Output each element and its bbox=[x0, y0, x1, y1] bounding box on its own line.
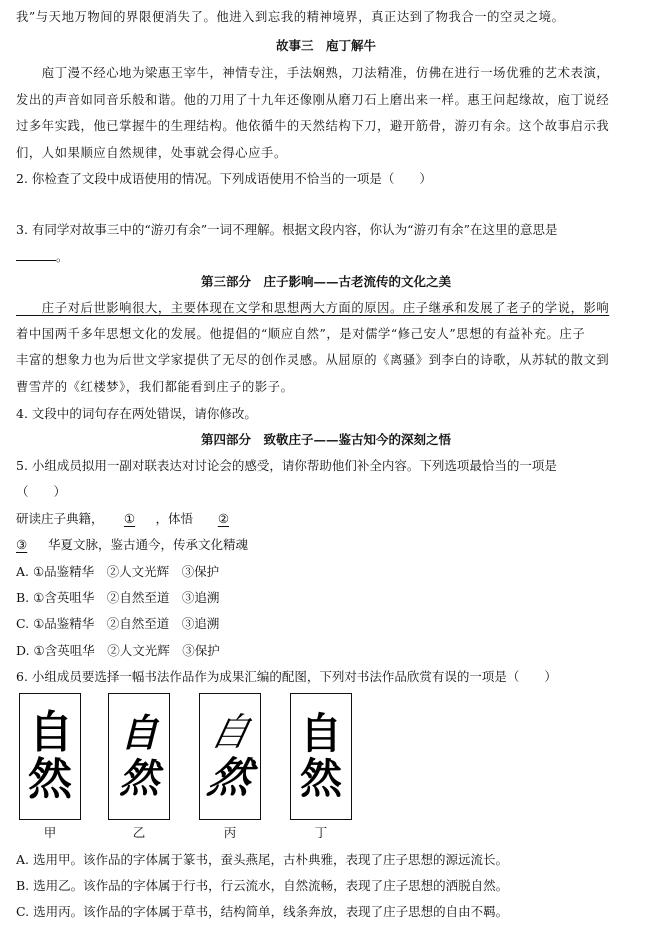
calligraphy-char: 自 bbox=[29, 707, 71, 759]
story3-line: 过多年实践，他已掌握牛的生理结构。他依循牛的天然结构下刀，避开筋骨，游刃有余。这个故事启示我 bbox=[16, 119, 610, 133]
couplet-blank-3[interactable]: ③ bbox=[16, 537, 28, 552]
calligraphy-label-ding: 丁 bbox=[314, 825, 328, 840]
q6-option-b[interactable]: B. 选用乙。该作品的字体属于行书，行云流水，自然流畅，表现了庄子思想的洒脱自然。 bbox=[16, 878, 509, 893]
calligraphy-work-yi bbox=[108, 693, 170, 820]
q5-couplet-line1 bbox=[16, 510, 636, 528]
q6-option-a[interactable]: A. 选用甲。该作品的字体属于篆书，蚕头燕尾，古朴典雅，表现了庄子思想的源远流长。 bbox=[16, 852, 508, 867]
q3-answer-blank[interactable] bbox=[16, 247, 56, 261]
calligraphy-work-jia bbox=[19, 693, 81, 820]
couplet-blank-1[interactable]: ① bbox=[123, 511, 136, 526]
q6-stem: 6. 小组成员要选择一幅书法作品作为成果汇编的配图，下列对书法作品欣赏有误的一项是（ ） bbox=[16, 669, 557, 684]
story3-line: 发出的声音如同音乐般和谐。他的刀用了十九年还像刚从磨刀石上磨出来一样。惠王问起缘故，庖丁说经 bbox=[16, 93, 610, 107]
q5-option-d[interactable]: D. ①含英咀华 ②人文光辉 ③保护 bbox=[16, 643, 220, 658]
part3-error-underline: 庄子对后世影响很大，主要体现在文学和思想两大方面的原因。庄子继承和发展了老子的学说，影响 bbox=[16, 301, 610, 315]
calligraphy-label-yi: 乙 bbox=[132, 825, 146, 840]
calligraphy-char: 自 bbox=[206, 709, 254, 754]
q6-option-c[interactable]: C. 选用丙。该作品的字体属于草书，结构简单，线条奔放，表现了庄子思想的自由不羁。 bbox=[16, 904, 509, 919]
calligraphy-char: 然 bbox=[119, 755, 159, 803]
q5-paren: （ ） bbox=[16, 484, 67, 499]
calligraphy-char: 然 bbox=[299, 753, 342, 803]
part3-line: 丰富的想象力也为后世文学家提供了无尽的创作灵感。从屈原的《离骚》到李白的诗歌，从苏轼的散文到 bbox=[16, 353, 610, 367]
couplet-text: 华夏文脉，鉴古通今，传承文化精魂 bbox=[48, 537, 249, 552]
intro-tail: 我”与天地万物间的界限便消失了。他进入到忘我的精神境界，真正达到了物我合一的空灵之境。 bbox=[16, 10, 565, 24]
q4-stem: 4. 文段中的词句存在两处错误，请你修改。 bbox=[16, 406, 257, 421]
calligraphy-char: 自 bbox=[119, 709, 158, 755]
story3-line: 们，人如果顺应自然规律，处事就会得心应手。 bbox=[16, 146, 287, 160]
q3-answer-line bbox=[16, 247, 636, 266]
calligraphy-work-ding bbox=[290, 693, 352, 820]
q5-stem: 5. 小组成员拟用一副对联表达对讨论会的感受，请你帮助他们补全内容。下列选项最恰当的一项是 bbox=[16, 458, 557, 473]
calligraphy-label-bing: 丙 bbox=[223, 825, 237, 840]
calligraphy-char: 然 bbox=[28, 753, 72, 805]
calligraphy-char: 自 bbox=[299, 709, 342, 759]
part3-title: 第三部分 庄子影响——古老流传的文化之美 bbox=[200, 274, 451, 289]
calligraphy-char: 然 bbox=[203, 753, 257, 803]
q5-option-c[interactable]: C. ①品鉴精华 ②自然至道 ③追溯 bbox=[16, 616, 220, 631]
q5-option-b[interactable]: B. ①含英咀华 ②自然至道 ③追溯 bbox=[16, 590, 220, 605]
q5-couplet-line2 bbox=[16, 536, 636, 554]
part3-line: 曹雪芹的《红楼梦》，我们都能看到庄子的影子。 bbox=[16, 380, 294, 394]
calligraphy-label-jia: 甲 bbox=[43, 825, 57, 840]
part3-line: 着中国两千多年思想文化的发展。他提倡的“顺应自然”，是对儒学“修己安人”思想的有益补充。庄子 bbox=[16, 327, 586, 341]
story3-title: 故事三 庖丁解牛 bbox=[275, 38, 376, 53]
couplet-text: ，体悟 bbox=[155, 511, 194, 526]
q2-stem: 2. 你检查了文段中成语使用的情况。下列成语使用不恰当的一项是（ ） bbox=[16, 171, 432, 186]
q3-stem: 3. 有同学对故事三中的“游刃有余”一词不理解。根据文段内容，你认为“游刃有余”在这里的意思是 bbox=[16, 222, 558, 237]
part3-line-first bbox=[16, 299, 636, 317]
part4-title: 第四部分 致敬庄子——鉴古知今的深刻之悟 bbox=[200, 432, 451, 447]
couplet-blank-2[interactable]: ② bbox=[217, 511, 230, 526]
q5-option-a[interactable]: A. ①品鉴精华 ②人文光辉 ③保护 bbox=[16, 564, 220, 579]
q3-tail: 。 bbox=[56, 249, 69, 264]
story3-line: 庖丁漫不经心地为梁惠王宰牛，神情专注，手法娴熟，刀法精准，仿佛在进行一场优雅的艺术表演， bbox=[16, 66, 610, 80]
calligraphy-work-bing bbox=[199, 693, 261, 820]
couplet-text: 研读庄子典籍， bbox=[16, 511, 104, 526]
